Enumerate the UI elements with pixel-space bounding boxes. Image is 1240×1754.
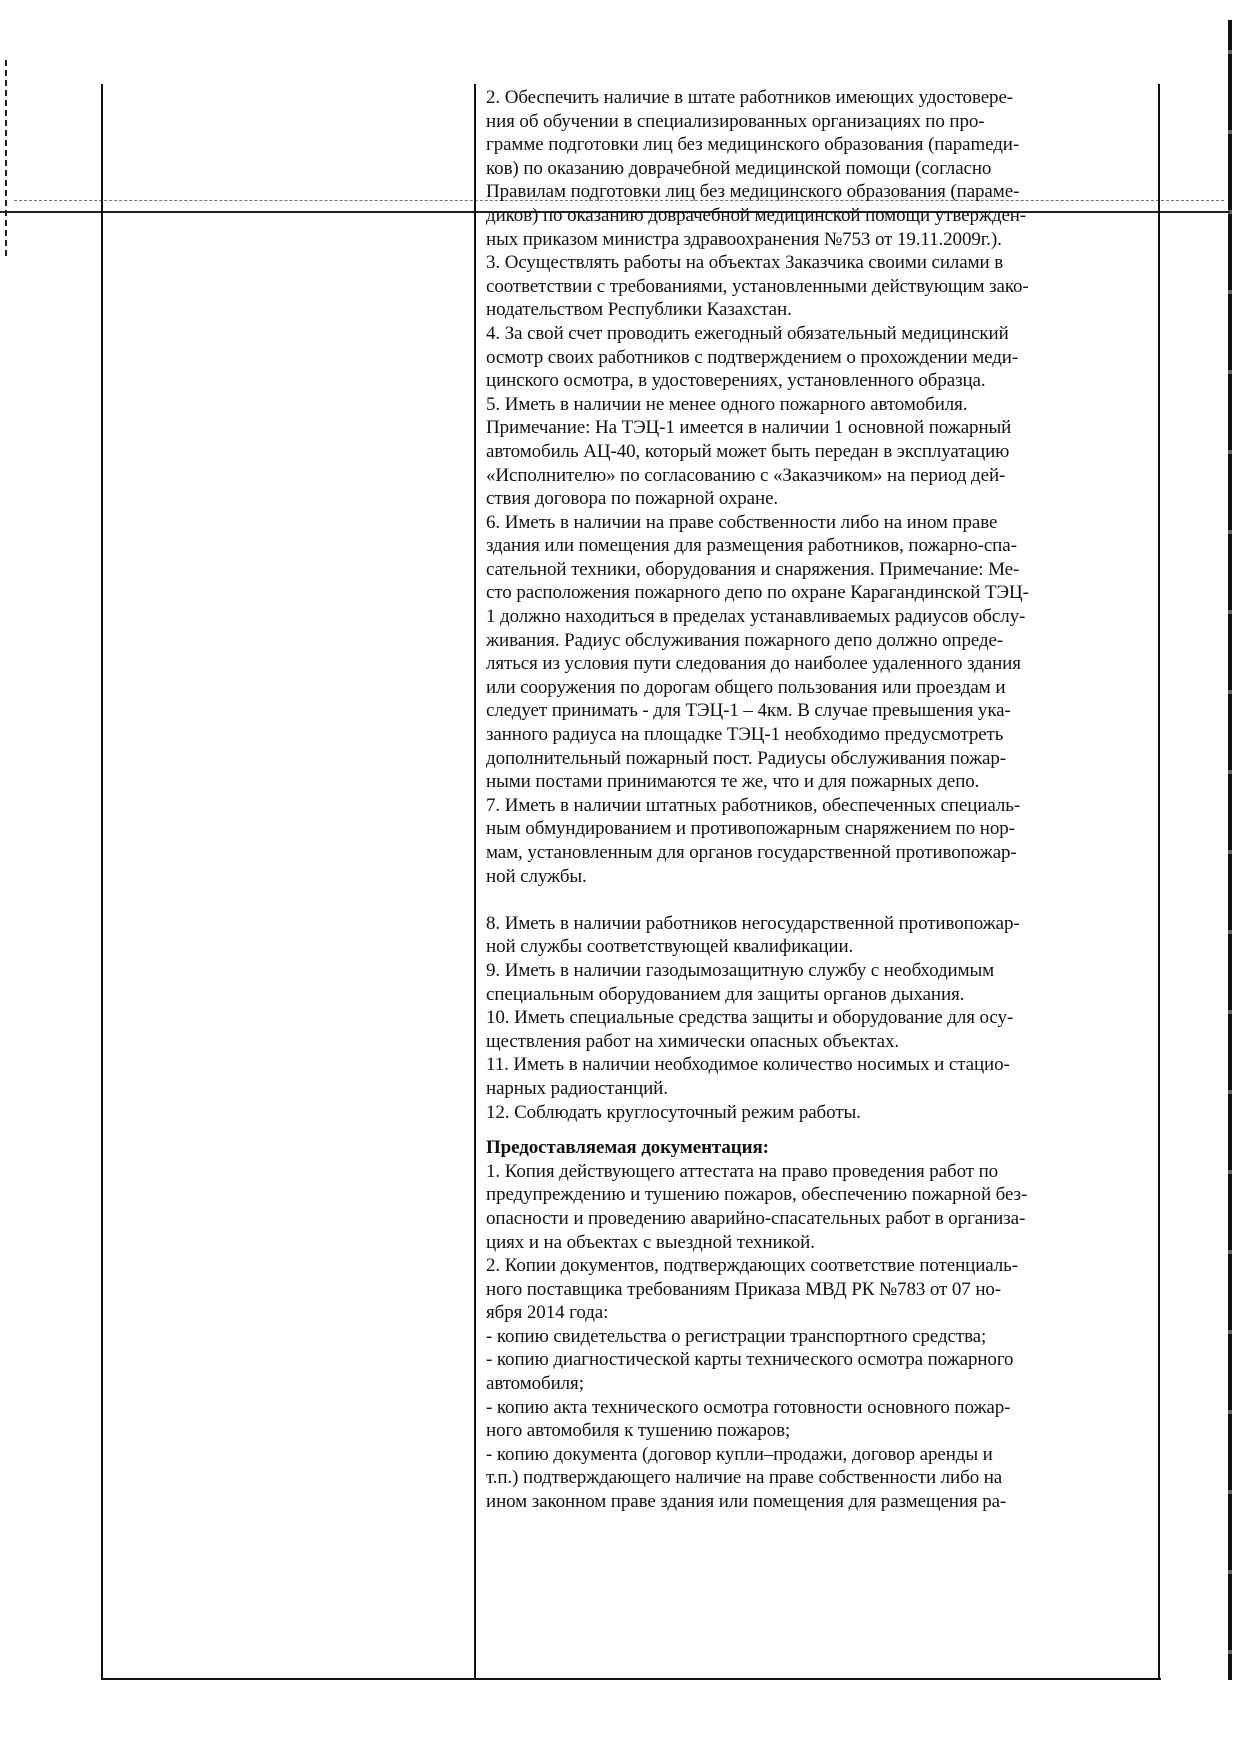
text-line: ным обмундированием и противопожарным снаряжением по нор- (486, 818, 1015, 840)
text-line: ков) по оказанию доврачебной медицинской помощи (согласно (486, 157, 992, 179)
text-line: опасности и проведению аварийно-спасательных работ в организа- (486, 1207, 1026, 1229)
text-line: 4. За свой счет проводить ежегодный обязательный медицинский (486, 322, 1009, 344)
text-line: дополнительный пожарный пост. Радиусы обслуживания пожар- (486, 747, 1006, 769)
text-line: следует принимать - для ТЭЦ-1 – 4км. В случае превышения ука- (486, 700, 1011, 722)
text-line: ной службы соответствующей квалификации. (486, 936, 854, 958)
text-line: ного поставщика требованиям Приказа МВД РК №783 от 07 но- (486, 1278, 1002, 1300)
text-line: ября 2014 года: (486, 1302, 609, 1324)
text-line: 11. Иметь в наличии необходимое количество носимых и стацио- (486, 1054, 1010, 1076)
text-line: живания. Радиус обслуживания пожарного депо должно опреде- (486, 629, 1004, 651)
scan-edge-left (5, 60, 7, 260)
text-line: ствия договора по пожарной охране. (486, 488, 779, 510)
text-line: ными постами принимаются те же, что и для пожарных депо. (486, 771, 980, 793)
text-line: циях и на объектах с выездной техникой. (486, 1231, 815, 1253)
text-line: 2. Обеспечить наличие в штате работников имеющих удостовере- (486, 87, 1014, 108)
text-line: нарных радиостанций. (486, 1077, 668, 1099)
text-line: здания или помещения для размещения работников, пожарно-спа- (486, 535, 1017, 557)
text-line: сто расположения пожарного депо по охране Карагандинской ТЭЦ- (486, 582, 1029, 604)
requirements-block-2 (486, 912, 1152, 1124)
text-line: «Исполнителю» по согласованию с «Заказчиком» на период дей- (486, 464, 1006, 486)
text-line: сательной техники, оборудования и снаряжения. Примечание: Ме- (486, 558, 1020, 580)
table-right-border (1158, 84, 1160, 1679)
docs-list (486, 1160, 1152, 1514)
text-line: ной службы. (486, 865, 587, 887)
table-column-divider (474, 84, 476, 1679)
text-line: грамме подготовки лиц без медицинского образования (параmеди- (486, 134, 1020, 156)
text-line: ществления работ на химически опасных объектах. (486, 1030, 900, 1052)
text-line: - копию акта технического осмотра готовности основного пожар- (486, 1396, 1011, 1418)
text-line: 3. Осуществлять работы на объектах Заказчика своими силами в (486, 252, 1004, 274)
text-line: 1. Копия действующего аттестата на право проведения работ по (486, 1160, 999, 1182)
text-line: ляться из условия пути следования до наиболее удаленного здания (486, 653, 1021, 675)
text-line: 1 должно находиться в пределах устанавливаемых радиусов обслу- (486, 606, 1026, 628)
text-line: соответствии с требованиями, установленными действующим зако- (486, 275, 1029, 297)
text-line: ного автомобиля к тушению пожаров; (486, 1420, 791, 1442)
text-line: - копию документа (договор купли–продажи, договор аренды и (486, 1443, 993, 1465)
scan-edge-right (1228, 20, 1232, 1680)
text-line: 6. Иметь в наличии на праве собственности либо на ином праве (486, 511, 998, 533)
text-line: ином законном праве здания или помещения для размещения ра- (486, 1491, 1007, 1513)
text-line: 12. Соблюдать круглосуточный режим работы. (486, 1101, 861, 1123)
text-line: или сооружения по дорогам общего пользования или проездам и (486, 676, 1006, 698)
text-line: 9. Иметь в наличии газодымозащитную службу с необходимым (486, 959, 995, 981)
text-line: мам, установленным для органов государственной противопожар- (486, 842, 1017, 863)
requirements-cell (486, 86, 1152, 1514)
text-line: Правилам подготовки лиц без медицинского образования (параме- (486, 181, 1020, 203)
text-line: диков) по оказанию доврачебной медицинской помощи утвержден- (486, 204, 1027, 226)
docs-heading: Предоставляемая документация: (486, 1137, 769, 1159)
text-line: ния об обучении в специализированных организациях по про- (486, 110, 985, 132)
blank-line (486, 888, 1152, 912)
text-line: 7. Иметь в наличии штатных работников, обеспеченных специаль- (486, 794, 1021, 816)
requirements-block-1 (486, 86, 1152, 888)
text-line: автомобиль АЦ-40, который может быть передан в эксплуатацию (486, 440, 1010, 462)
text-line: ных приказом министра здравоохранения №753 от 19.11.2009г.). (486, 228, 1002, 250)
text-line: автомобиля; (486, 1373, 584, 1395)
table-left-border (101, 84, 103, 1679)
text-line: 5. Иметь в наличии не менее одного пожарного автомобиля. (486, 393, 968, 415)
text-line: 2. Копии документов, подтверждающих соответствие потенциаль- (486, 1255, 1018, 1277)
text-line: 10. Иметь специальные средства защиты и оборудование для осу- (486, 1007, 1014, 1029)
text-line: - копию диагностической карты технического осмотра пожарного (486, 1349, 1014, 1371)
text-line: специальным оборудованием для защиты органов дыхания. (486, 983, 965, 1005)
text-line: нодательством Республики Казахстан. (486, 299, 792, 321)
blank-line (486, 1124, 1152, 1136)
text-line: занного радиуса на площадке ТЭЦ-1 необходимо предусмотреть (486, 724, 1004, 746)
table-bottom-border (101, 1678, 1161, 1680)
text-line: 8. Иметь в наличии работников негосударственной противопожар- (486, 912, 1020, 934)
text-line: осмотр своих работников с подтверждением о прохождении меди- (486, 346, 1019, 368)
text-line: цинского осмотра, в удостоверениях, установленного образца. (486, 370, 986, 392)
text-line: Примечание: На ТЭЦ-1 имеется в наличии 1 основной пожарный (486, 417, 1012, 439)
text-line: т.п.) подтверждающего наличие на праве собственности либо на (486, 1467, 1003, 1489)
text-line: - копию свидетельства о регистрации транспортного средства; (486, 1325, 987, 1347)
text-line: предупреждению и тушению пожаров, обеспечению пожарной без- (486, 1184, 1028, 1206)
